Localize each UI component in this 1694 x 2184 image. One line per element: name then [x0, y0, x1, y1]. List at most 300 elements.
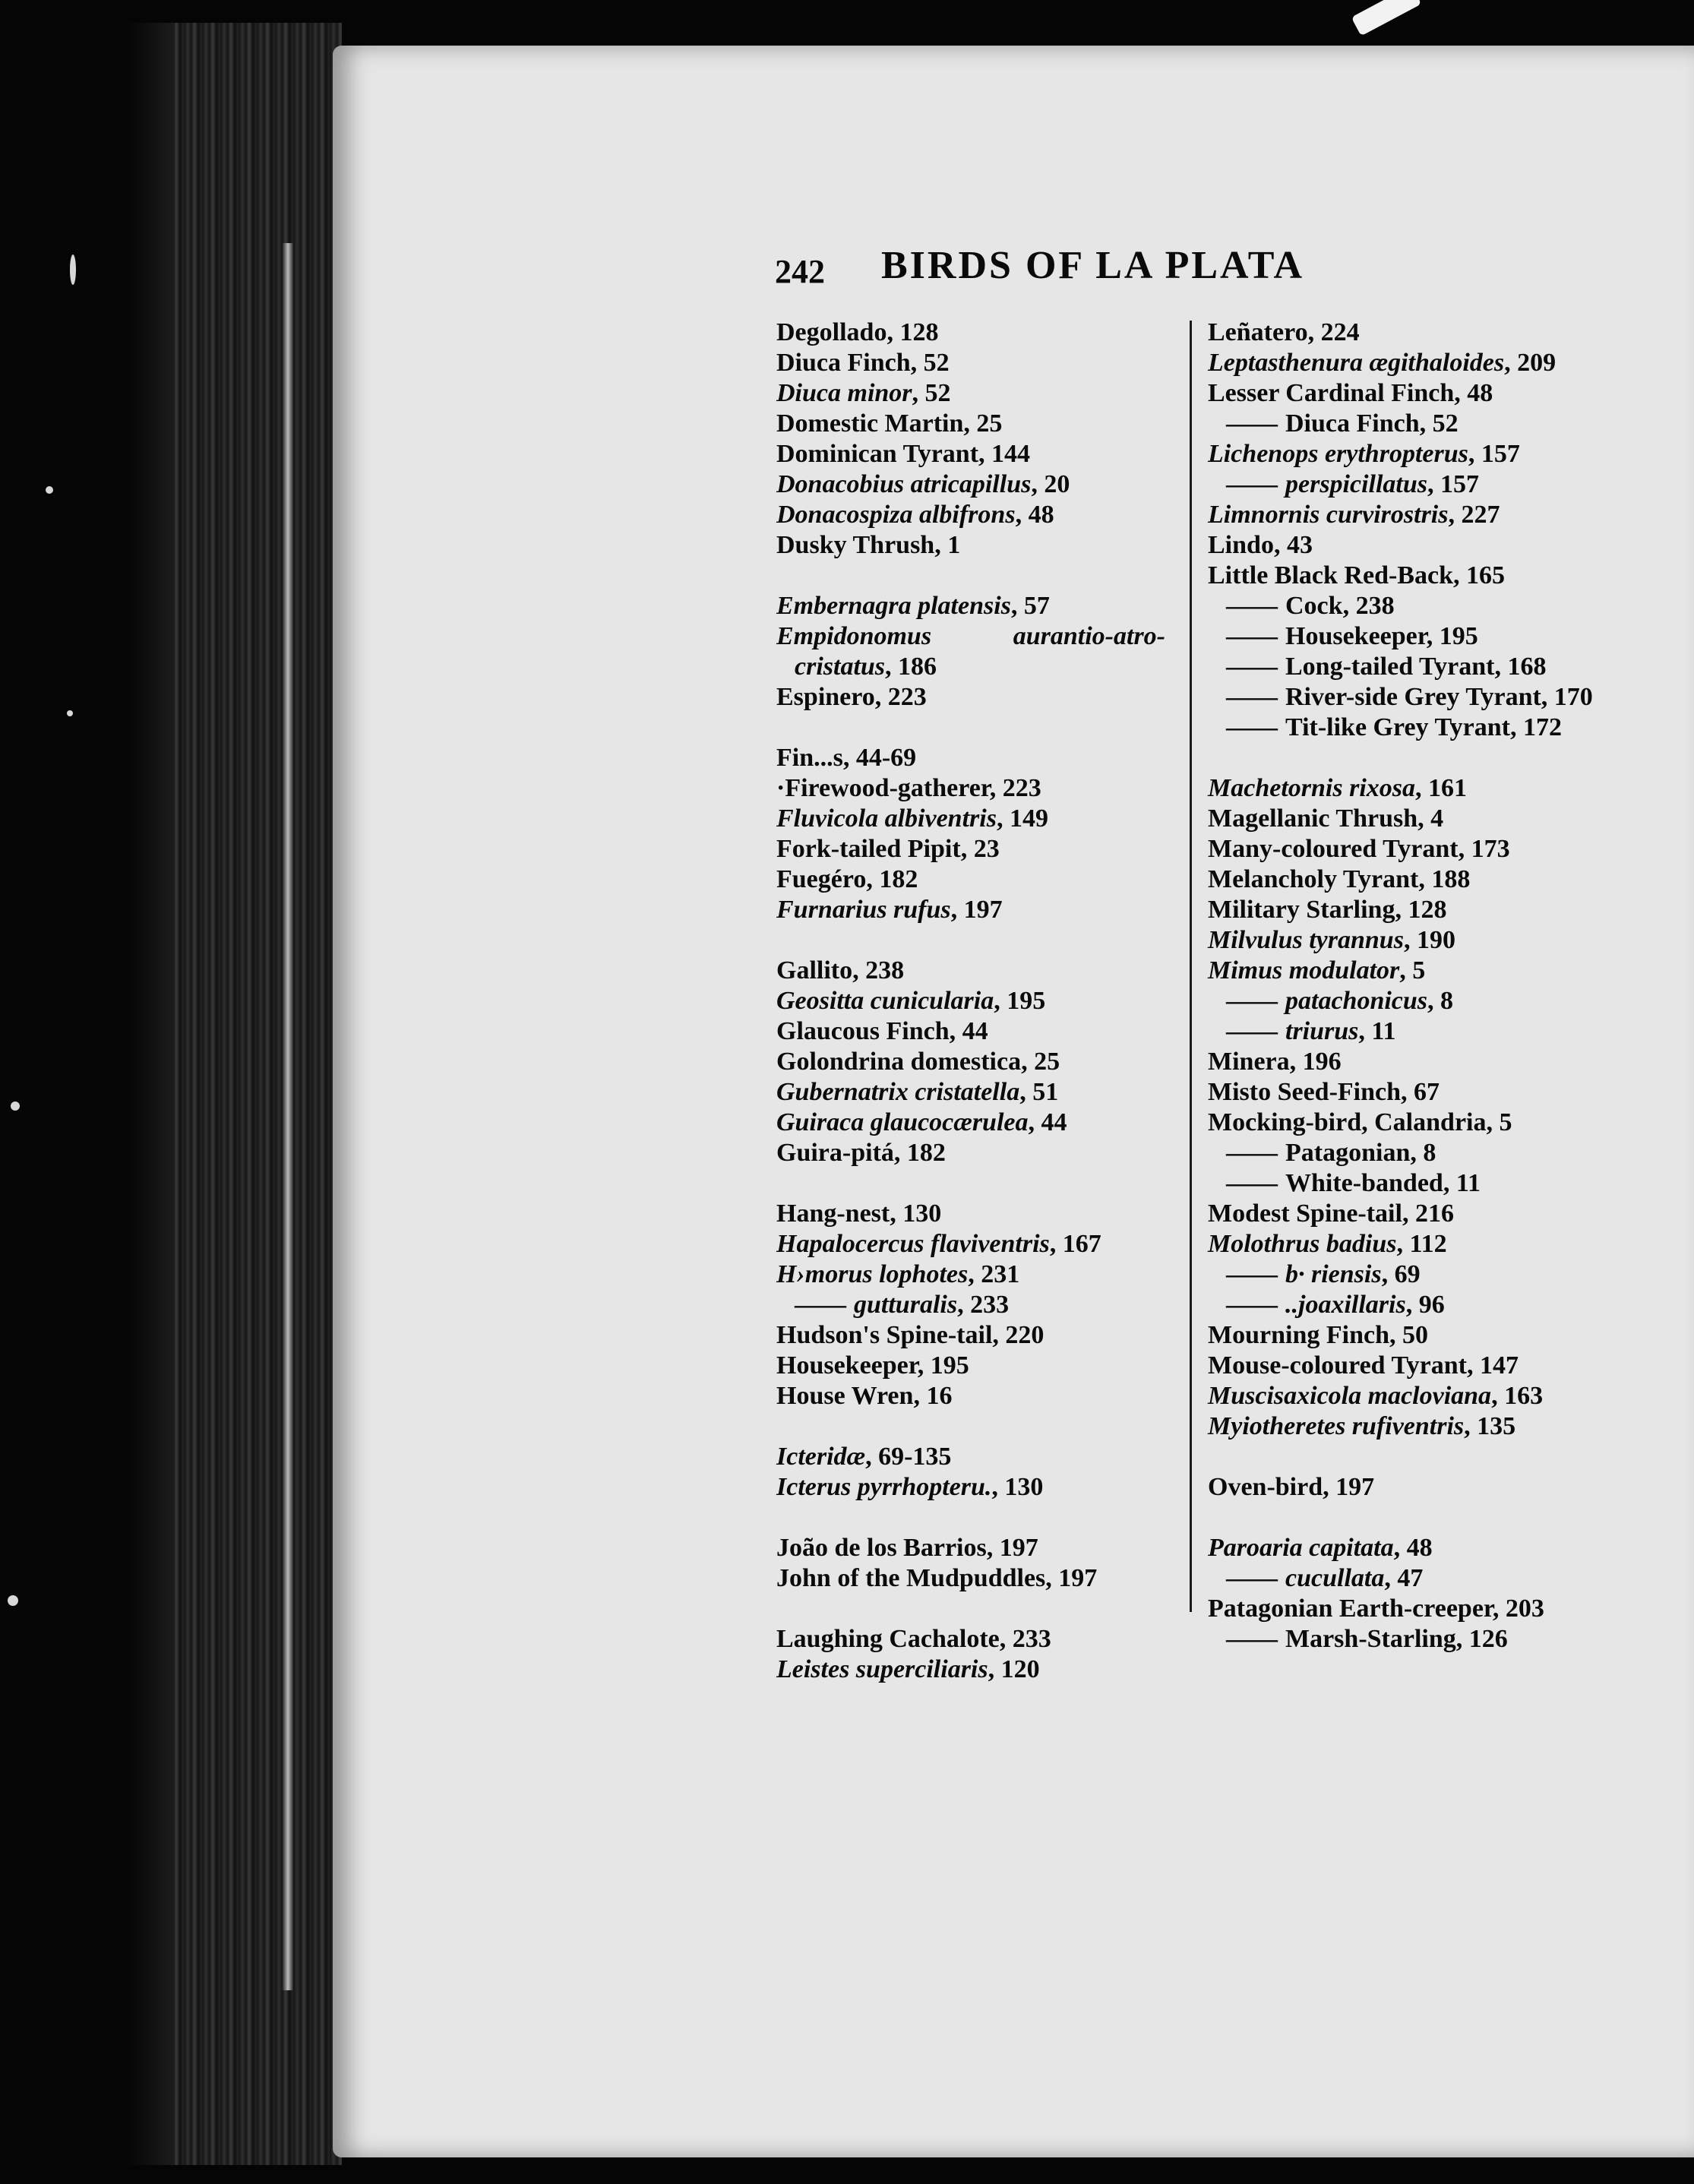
entry-separator: , — [1494, 653, 1508, 681]
entry-separator: , — [994, 987, 1007, 1015]
entry-pages: 167 — [1062, 1230, 1101, 1258]
section-gap — [776, 1503, 1171, 1533]
index-entry — [776, 318, 1171, 348]
entry-separator: , — [1323, 1473, 1336, 1501]
ditto-dash: —— — [1226, 1260, 1278, 1288]
entry-pages: 25 — [976, 409, 1003, 438]
section-gap — [776, 925, 1171, 956]
entry-pages: 224 — [1320, 318, 1360, 346]
entry-separator: , — [963, 409, 977, 438]
entry-name: Espinero — [776, 683, 875, 711]
entry-pages: 190 — [1416, 926, 1455, 954]
entry-separator: , — [1454, 379, 1468, 407]
entry-pages: 147 — [1479, 1351, 1519, 1380]
entry-pages: 130 — [1004, 1473, 1044, 1501]
index-entry — [776, 1472, 1171, 1503]
entry-pages: 51 — [1032, 1078, 1059, 1106]
section-gap — [776, 1168, 1171, 1199]
entry-pages: 11 — [1455, 1169, 1481, 1197]
light-flare — [1351, 0, 1422, 36]
entry-name: Long-tailed Tyrant — [1285, 653, 1495, 681]
index-entry — [776, 530, 1171, 561]
entry-name: Domestic Martin — [776, 409, 964, 438]
entry-name: Geositta cunicularia — [776, 987, 994, 1015]
entry-name: Diuca Finch — [776, 349, 911, 377]
entry-pages: 170 — [1553, 683, 1593, 711]
ditto-dash: —— — [1226, 683, 1278, 711]
entry-name: Little Black Red-Back — [1208, 561, 1453, 589]
entry-pages: 173 — [1471, 835, 1510, 863]
entry-name: Lindo — [1208, 531, 1274, 559]
index-entry — [1208, 621, 1633, 652]
entry-name: Oven-bird — [1208, 1473, 1323, 1501]
entry-separator: , — [991, 1473, 1005, 1501]
index-entry — [1208, 530, 1633, 561]
section-gap — [1208, 1503, 1633, 1533]
entry-name: Donacobius atricapillus — [776, 470, 1032, 498]
entry-separator: , — [1419, 409, 1433, 438]
index-entry — [1208, 895, 1633, 925]
entry-pages: 130 — [902, 1199, 942, 1228]
entry-separator: , — [957, 1291, 971, 1319]
entry-separator: , — [887, 318, 900, 346]
entry-pages: 195 — [1439, 622, 1478, 650]
entry-pages: 157 — [1481, 440, 1520, 468]
index-entry — [776, 864, 1171, 895]
index-entry — [776, 956, 1171, 986]
entry-name: Cock — [1285, 592, 1343, 620]
entry-name: Fork-tailed Pipit — [776, 835, 961, 863]
index-entry — [776, 1229, 1171, 1260]
index-entry — [1208, 652, 1633, 682]
entry-separator: , — [912, 379, 925, 407]
entry-name: Furnarius rufus — [776, 896, 951, 924]
entry-name: cristatus — [795, 653, 886, 681]
index-entry — [776, 348, 1171, 378]
entry-pages: 128 — [1408, 896, 1447, 924]
index-entry — [1208, 500, 1633, 530]
entry-separator: , — [1384, 1564, 1398, 1592]
entry-name: Hapalocercus flaviventris — [776, 1230, 1050, 1258]
entry-pages: 47 — [1397, 1564, 1424, 1592]
ditto-dash: —— — [1226, 592, 1278, 620]
entry-separator: , — [1405, 1291, 1419, 1319]
entry-name: Dusky Thrush — [776, 531, 935, 559]
dust-speck — [11, 1101, 20, 1111]
entry-name: João de los Barrios — [776, 1534, 987, 1562]
entry-pages: 1 — [947, 531, 961, 559]
index-entry — [1208, 439, 1633, 469]
entry-separator: , — [1464, 1412, 1478, 1440]
index-entry — [776, 1563, 1171, 1594]
entry-name: Mouse-coloured Tyrant — [1208, 1351, 1467, 1380]
entry-separator: , — [1019, 1078, 1033, 1106]
entry-separator: , — [1342, 592, 1356, 620]
index-entry — [1208, 1229, 1633, 1260]
entry-name: Marsh-Starling — [1285, 1625, 1456, 1653]
index-column-right — [1208, 318, 1633, 1655]
entry-pages: 135 — [1477, 1412, 1516, 1440]
entry-pages: 96 — [1418, 1291, 1445, 1319]
entry-name: Mocking-bird, Calandria — [1208, 1108, 1487, 1136]
index-entry — [776, 1381, 1171, 1411]
index-entry — [1208, 1351, 1633, 1381]
entry-pages: 223 — [1002, 774, 1041, 802]
column-divider — [1190, 321, 1192, 1612]
index-entry — [776, 1077, 1171, 1108]
entry-name: Leistes superciliaris — [776, 1655, 988, 1683]
dust-speck — [8, 1595, 18, 1606]
entry-pages: 43 — [1286, 531, 1313, 559]
index-entry — [776, 439, 1171, 469]
index-entry — [1208, 1594, 1633, 1624]
index-entry — [776, 1016, 1171, 1047]
index-entry — [776, 591, 1171, 621]
entry-pages: 197 — [1058, 1564, 1098, 1592]
ditto-dash: —— — [1226, 1017, 1278, 1045]
index-entry — [1208, 561, 1633, 591]
entry-name: H›morus lophotes — [776, 1260, 969, 1288]
entry-separator: , — [1417, 804, 1431, 833]
entry-pages: aurantio-atro- — [1013, 622, 1165, 650]
entry-name: Patagonian Earth-creeper — [1208, 1595, 1493, 1623]
entry-pages: 157 — [1440, 470, 1480, 498]
index-entry — [1208, 1563, 1633, 1594]
entry-pages: 48 — [1028, 501, 1054, 529]
entry-pages: 196 — [1302, 1048, 1342, 1076]
section-gap — [1208, 743, 1633, 773]
entry-name: Fin...s — [776, 744, 843, 772]
entry-pages: 161 — [1428, 774, 1467, 802]
index-entry — [1208, 1533, 1633, 1563]
entry-name: Muscisaxicola macloviana — [1208, 1382, 1492, 1410]
entry-separator: , — [1307, 318, 1321, 346]
entry-pages: 48 — [1467, 379, 1493, 407]
entry-separator: , — [1427, 987, 1441, 1015]
index-entry — [776, 652, 1171, 682]
entry-pages: 144 — [991, 440, 1031, 468]
entry-separator: , — [950, 896, 964, 924]
entry-pages: 163 — [1504, 1382, 1544, 1410]
index-entry — [776, 500, 1171, 530]
entry-separator: , — [917, 1351, 931, 1380]
entry-separator: , — [996, 804, 1010, 833]
entry-separator: , — [893, 1139, 907, 1167]
entry-pages: 126 — [1468, 1625, 1508, 1653]
entry-name: River-side Grey Tyrant — [1285, 683, 1541, 711]
entry-name: Dominican Tyrant — [776, 440, 979, 468]
entry-pages: 48 — [1406, 1534, 1433, 1562]
ditto-dash: —— — [1226, 1139, 1278, 1167]
index-entry — [1208, 1260, 1633, 1290]
entry-separator: , — [1468, 440, 1481, 468]
entry-separator: , — [1031, 470, 1045, 498]
entry-name: Modest Spine-tail — [1208, 1199, 1402, 1228]
entry-separator: , — [999, 1625, 1013, 1653]
entry-pages: 67 — [1414, 1078, 1440, 1106]
index-entry — [1208, 1624, 1633, 1655]
entry-name: Mourning Finch — [1208, 1321, 1389, 1349]
entry-pages: 44-69 — [855, 744, 917, 772]
index-entry — [776, 409, 1171, 439]
entry-pages: 223 — [887, 683, 927, 711]
ditto-dash: —— — [1226, 1169, 1278, 1197]
entry-pages: 238 — [1355, 592, 1395, 620]
entry-name: Golondrina domestica — [776, 1048, 1022, 1076]
entry-separator: , — [1395, 896, 1408, 924]
index-entry — [1208, 1047, 1633, 1077]
entry-pages: 195 — [930, 1351, 969, 1380]
index-entry — [776, 378, 1171, 409]
index-entry — [776, 986, 1171, 1016]
entry-separator: , — [1393, 1534, 1407, 1562]
index-entry — [776, 1442, 1171, 1472]
index-entry — [1208, 1016, 1633, 1047]
entry-pages: 128 — [899, 318, 939, 346]
entry-name: gutturalis — [854, 1291, 958, 1319]
entry-pages: 209 — [1517, 349, 1557, 377]
entry-separator: , — [852, 956, 866, 985]
index-entry — [1208, 773, 1633, 804]
entry-pages: 5 — [1499, 1108, 1512, 1136]
index-entry — [1208, 925, 1633, 956]
entry-name: Guiraca glaucocærulea — [776, 1108, 1029, 1136]
entry-separator: , — [1028, 1108, 1041, 1136]
section-gap — [776, 713, 1171, 743]
entry-pages: 69-135 — [878, 1443, 952, 1471]
index-entry — [776, 1290, 1171, 1320]
entry-separator: , — [1401, 1078, 1414, 1106]
dust-speck — [67, 710, 73, 716]
index-entry — [1208, 1472, 1633, 1503]
index-entry — [1208, 1411, 1633, 1442]
entry-name: ..joaxillaris — [1285, 1291, 1406, 1319]
entry-separator: , — [989, 774, 1003, 802]
entry-separator: , — [874, 683, 888, 711]
entry-separator: , — [1491, 1382, 1505, 1410]
index-entry — [776, 1199, 1171, 1229]
entry-pages: 52 — [924, 379, 951, 407]
section-gap — [776, 561, 1171, 591]
entry-name: Minera — [1208, 1048, 1290, 1076]
entry-separator: , — [949, 1017, 962, 1045]
entry-name: Myiotheretes rufiventris — [1208, 1412, 1465, 1440]
index-entry — [1208, 682, 1633, 713]
entry-separator: , — [968, 1260, 981, 1288]
entry-name: Lichenops erythropterus — [1208, 440, 1468, 468]
book-edge-highlight — [283, 243, 293, 1990]
entry-pages: 231 — [981, 1260, 1020, 1288]
entry-separator: , — [934, 531, 948, 559]
running-header — [775, 243, 1534, 296]
entry-separator: , — [1426, 622, 1440, 650]
index-entry — [1208, 1108, 1633, 1138]
entry-name: Mimus modulator — [1208, 956, 1400, 985]
entry-pages: 186 — [898, 653, 937, 681]
entry-pages: 52 — [923, 349, 950, 377]
entry-separator: , — [1396, 1230, 1410, 1258]
entry-pages: 197 — [963, 896, 1003, 924]
entry-name: Lesser Cardinal Finch — [1208, 379, 1455, 407]
entry-pages: 120 — [1000, 1655, 1040, 1683]
index-entry — [1208, 469, 1633, 500]
index-entry — [776, 743, 1171, 773]
entry-pages: 8 — [1423, 1139, 1436, 1167]
entry-name: Tit-like Grey Tyrant — [1285, 713, 1510, 741]
entry-pages: 8 — [1440, 987, 1454, 1015]
index-entry — [1208, 1381, 1633, 1411]
entry-separator: , — [1045, 1564, 1059, 1592]
entry-separator: , — [1492, 1595, 1506, 1623]
entry-pages: 69 — [1394, 1260, 1421, 1288]
ditto-dash: —— — [1226, 409, 1278, 438]
ditto-dash: —— — [1226, 653, 1278, 681]
entry-separator: , — [1273, 531, 1287, 559]
entry-pages: 11 — [1371, 1017, 1396, 1045]
entry-name: Icterus pyrrhopteru. — [776, 1473, 992, 1501]
entry-separator: , — [1443, 1169, 1456, 1197]
index-entry — [776, 469, 1171, 500]
entry-pages: 149 — [1009, 804, 1048, 833]
index-entry — [776, 1655, 1171, 1685]
index-entry — [1208, 713, 1633, 743]
entry-separator: , — [913, 1382, 927, 1410]
entry-pages: 220 — [1005, 1321, 1045, 1349]
entry-separator: , — [1010, 592, 1024, 620]
entry-separator: , — [960, 835, 974, 863]
entry-name: Leptasthenura ægithaloides — [1208, 349, 1505, 377]
index-entry — [776, 1533, 1171, 1563]
entry-name: Gallito — [776, 956, 853, 985]
index-entry — [1208, 956, 1633, 986]
entry-separator: , — [1504, 349, 1518, 377]
entry-separator: , — [1458, 835, 1471, 863]
index-entry — [776, 834, 1171, 864]
entry-separator: , — [885, 653, 899, 681]
entry-name: Magellanic Thrush — [1208, 804, 1418, 833]
index-entry — [1208, 1290, 1633, 1320]
index-entry — [776, 1260, 1171, 1290]
entry-pages: 197 — [999, 1534, 1038, 1562]
entry-name: Housekeeper — [776, 1351, 918, 1380]
entry-pages: 52 — [1432, 409, 1459, 438]
entry-name: b· riensis — [1285, 1260, 1382, 1288]
entry-pages: 188 — [1431, 865, 1471, 893]
entry-pages: 172 — [1522, 713, 1562, 741]
entry-separator: , — [1021, 1048, 1035, 1076]
entry-pages: 165 — [1465, 561, 1505, 589]
entry-name: White-banded — [1285, 1169, 1443, 1197]
entry-name: Glaucous Finch — [776, 1017, 950, 1045]
entry-separator: , — [1486, 1108, 1500, 1136]
section-gap — [776, 1411, 1171, 1442]
entry-name: Empidonomus — [776, 622, 932, 650]
entry-pages: 233 — [970, 1291, 1010, 1319]
index-entry — [1208, 834, 1633, 864]
index-entry — [1208, 409, 1633, 439]
entry-name: Donacospiza albifrons — [776, 501, 1016, 529]
index-entry — [776, 1624, 1171, 1655]
entry-separator: , — [1452, 561, 1466, 589]
entry-name: Gubernatrix cristatella — [776, 1078, 1020, 1106]
index-entry — [776, 1351, 1171, 1381]
dust-speck — [46, 486, 53, 494]
ditto-dash: —— — [1226, 987, 1278, 1015]
entry-separator: , — [1049, 1230, 1063, 1258]
entry-pages: 44 — [1041, 1108, 1067, 1136]
index-entry — [776, 804, 1171, 834]
entry-name: Icteridæ — [776, 1443, 866, 1471]
entry-pages: 195 — [1007, 987, 1046, 1015]
entry-pages: 227 — [1461, 501, 1500, 529]
running-title: BIRDS OF LA PLATA — [881, 244, 1305, 287]
entry-name: Embernagra platensis — [776, 592, 1011, 620]
entry-separator: , — [1410, 1139, 1424, 1167]
entry-pages: 182 — [906, 1139, 946, 1167]
entry-name: perspicillatus — [1285, 470, 1428, 498]
entry-name: patachonicus — [1285, 987, 1428, 1015]
page-number: 242 — [775, 253, 825, 290]
entry-separator: , — [1418, 865, 1432, 893]
entry-pages: 112 — [1409, 1230, 1447, 1258]
entry-name: triurus — [1285, 1017, 1359, 1045]
entry-name: ·Firewood-gatherer — [776, 774, 990, 802]
index-entry — [1208, 378, 1633, 409]
entry-separator: , — [1509, 713, 1523, 741]
entry-name: Military Starling — [1208, 896, 1395, 924]
entry-name: Diuca Finch — [1285, 409, 1420, 438]
index-entry — [1208, 864, 1633, 895]
entry-separator: , — [910, 349, 924, 377]
index-entry — [776, 1138, 1171, 1168]
book-edge-shadow — [129, 23, 175, 2165]
entry-name: Melancholy Tyrant — [1208, 865, 1419, 893]
entry-name: Many-coloured Tyrant — [1208, 835, 1459, 863]
entry-separator: , — [1389, 1321, 1402, 1349]
entry-name: House Wren — [776, 1382, 914, 1410]
index-entry — [776, 682, 1171, 713]
entry-name: John of the Mudpuddles — [776, 1564, 1046, 1592]
entry-separator: , — [1403, 926, 1417, 954]
entry-name: Laughing Cachalote — [776, 1625, 1000, 1653]
entry-pages: 25 — [1034, 1048, 1060, 1076]
index-column-left — [776, 318, 1171, 1685]
entry-name: Degollado — [776, 318, 887, 346]
entry-pages: 23 — [973, 835, 1000, 863]
entry-pages: 50 — [1402, 1321, 1428, 1349]
entry-separator: , — [842, 744, 856, 772]
entry-name: Fuegéro — [776, 865, 867, 893]
entry-name: Misto Seed-Finch — [1208, 1078, 1402, 1106]
index-entry — [1208, 986, 1633, 1016]
ditto-dash: —— — [1226, 713, 1278, 741]
index-entry — [1208, 1320, 1633, 1351]
entry-pages: 4 — [1430, 804, 1444, 833]
entry-pages: 238 — [865, 956, 905, 985]
entry-pages: 16 — [926, 1382, 953, 1410]
entry-pages: 197 — [1335, 1473, 1375, 1501]
index-entry — [1208, 1077, 1633, 1108]
index-entry — [776, 1320, 1171, 1351]
entry-name: Guira-pitá — [776, 1139, 894, 1167]
entry-pages: 203 — [1505, 1595, 1544, 1623]
entry-name: Hudson's Spine-tail — [776, 1321, 993, 1349]
index-entry — [1208, 348, 1633, 378]
entry-name: Limnornis curvirostris — [1208, 501, 1449, 529]
index-entry — [1208, 591, 1633, 621]
entry-separator: , — [1399, 956, 1413, 985]
entry-pages: 5 — [1412, 956, 1426, 985]
